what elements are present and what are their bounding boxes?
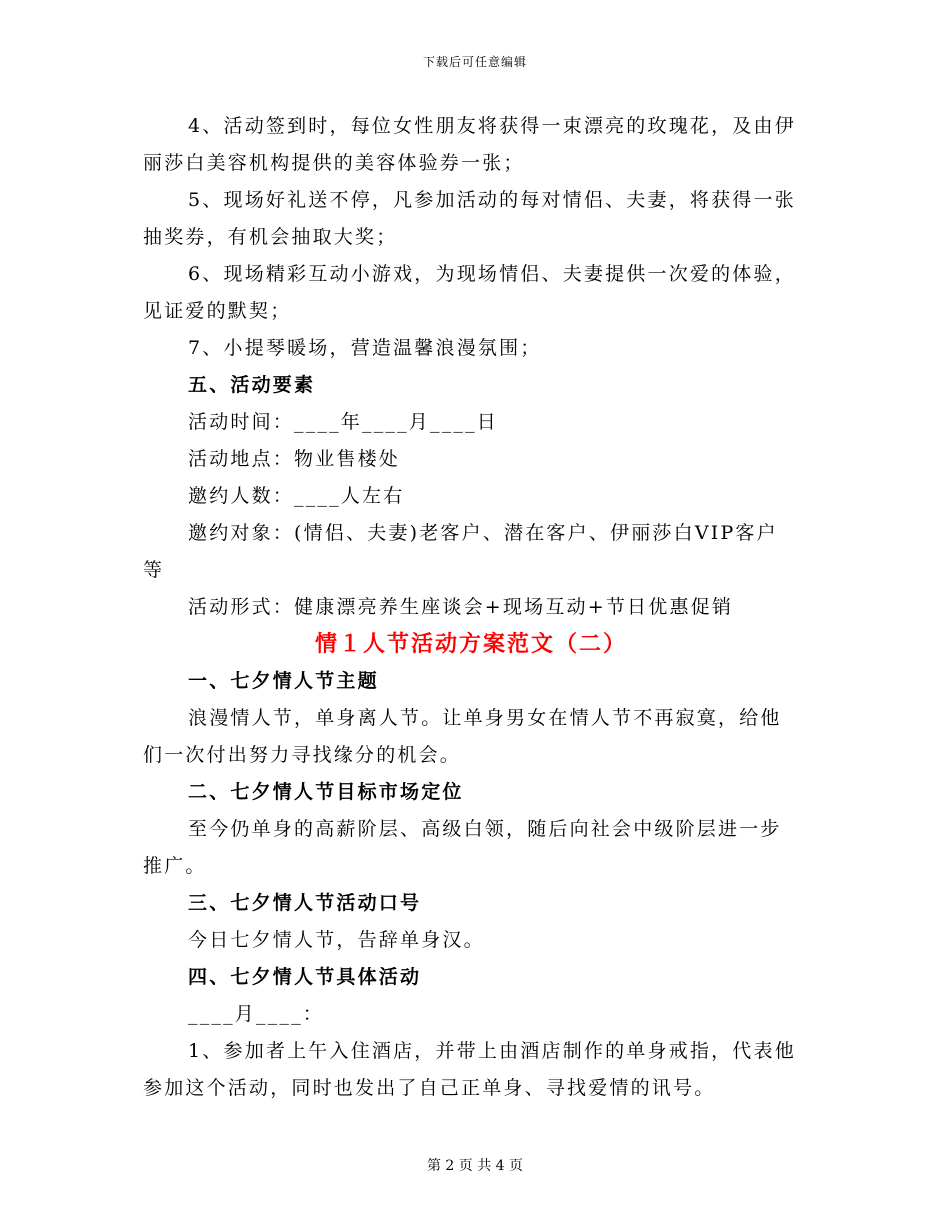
page-footer: 第 2 页 共 4 页	[426, 1158, 524, 1174]
section-heading-3: 三、七夕情人节活动口号	[188, 892, 422, 914]
theme-text: 浪漫情人节，单身离人节。让单身男女在情人节不再寂寞，给他	[188, 707, 782, 729]
list-item-4: 4、活动签到时，每位女性朋友将获得一束漂亮的玫瑰花，及由伊	[188, 115, 796, 137]
document-title: 情１人节活动方案范文（二）	[314, 631, 627, 657]
section-heading-5: 五、活动要素	[188, 374, 316, 396]
list-item-6: 6、现场精彩互动小游戏，为现场情侣、夫妻提供一次爱的体验，	[188, 263, 796, 285]
list-item-5-cont: 抽奖券，有机会抽取大奖；	[143, 226, 398, 248]
market-text: 至今仍单身的高薪阶层、高级白领，随后向社会中级阶层进一步	[188, 818, 782, 840]
list-item-4-cont: 丽莎白美容机构提供的美容体验券一张；	[143, 152, 525, 174]
section-heading-2: 二、七夕情人节目标市场定位	[188, 781, 464, 803]
slogan-text: 今日七夕情人节，告辞单身汉。	[188, 929, 485, 951]
list-item-7: 7、小提琴暖场，营造温馨浪漫氛围；	[188, 337, 542, 359]
activity-item-1-cont: 参加这个活动，同时也发出了自己正单身、寻找爱情的讯号。	[143, 1077, 716, 1099]
market-text-cont: 推广。	[143, 855, 207, 877]
activity-location: 活动地点：物业售楼处	[188, 448, 401, 470]
activity-time: 活动时间：____年____月____日	[188, 411, 499, 433]
page-header: 下载后可任意编辑	[422, 55, 527, 69]
invite-count: 邀约人数：____人左右	[188, 485, 405, 507]
section-heading-4: 四、七夕情人节具体活动	[188, 966, 422, 988]
invite-target: 邀约对象：(情侣、夫妻)老客户、潜在客户、伊丽莎白VIP客户	[188, 522, 778, 544]
theme-text-cont: 们一次付出努力寻找缘分的机会。	[143, 744, 462, 766]
section-heading-1: 一、七夕情人节主题	[188, 670, 379, 692]
activity-format: 活动形式：健康漂亮养生座谈会+现场互动+节日优惠促销	[188, 596, 734, 618]
list-item-6-cont: 见证爱的默契；	[143, 300, 292, 322]
invite-target-cont: 等	[143, 559, 165, 581]
document-body	[143, 108, 809, 1107]
activity-item-1: 1、参加者上午入住酒店，并带上由酒店制作的单身戒指，代表他	[188, 1040, 796, 1062]
list-item-5: 5、现场好礼送不停，凡参加活动的每对情侣、夫妻，将获得一张	[188, 189, 796, 211]
date-line: ____月____：	[188, 1003, 325, 1025]
